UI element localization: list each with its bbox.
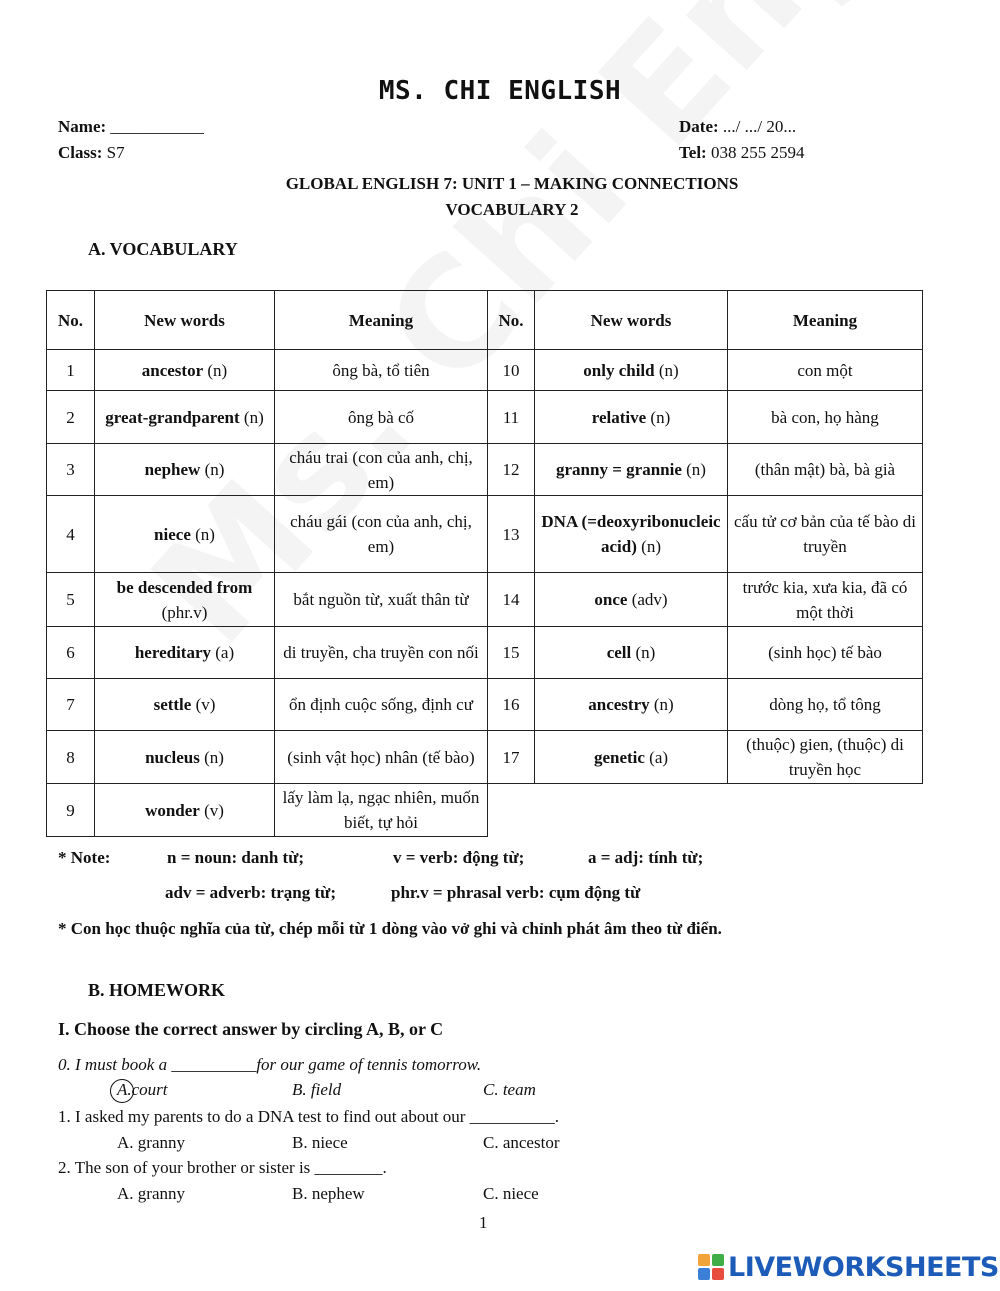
part-of-speech: (n) (635, 643, 656, 662)
row-number: 16 (488, 679, 535, 731)
meaning-cell: cháu gái (con của anh, chị, em) (275, 496, 488, 573)
word-cell (95, 350, 275, 391)
part-of-speech: (a) (215, 643, 235, 662)
table-row (47, 573, 923, 627)
part-of-speech: (n) (686, 460, 706, 479)
vocab-word: great-grandparent (105, 407, 240, 427)
name-line (58, 117, 204, 137)
vocab-word: wonder (145, 800, 200, 820)
liveworksheets-icon (698, 1254, 724, 1280)
table-row (47, 627, 923, 679)
col-header-meaning: Meaning (728, 291, 923, 350)
table-header-row (47, 291, 923, 350)
vocab-word: only child (583, 360, 655, 380)
col-header-meaning: Meaning (275, 291, 488, 350)
date-label: Date: (679, 117, 719, 136)
part-of-speech: (adv) (631, 590, 668, 609)
word-cell (535, 496, 728, 573)
meaning-cell: (sinh vật học) nhân (tế bào) (275, 731, 488, 784)
question-0-option-c[interactable]: C. team (483, 1080, 536, 1099)
vocab-word: DNA (=deoxyribonucleic acid) (541, 512, 721, 556)
meaning-cell: cấu tử cơ bản của tế bào di truyền (728, 496, 923, 573)
name-value: ___________ (110, 117, 204, 136)
row-number: 11 (488, 391, 535, 444)
question-1-text: 1. I asked my parents to do a DNA test to find out about our __________. (58, 1107, 559, 1126)
word-cell (95, 679, 275, 731)
part-of-speech: (phr.v) (161, 602, 208, 622)
question-0-option-a[interactable] (117, 1080, 168, 1100)
lesson-title: VOCABULARY 2 (445, 200, 579, 219)
page-title: MS. CHI ENGLISH (378, 76, 622, 106)
vocab-word: cell (606, 643, 632, 662)
vocab-word: once (594, 590, 628, 609)
part-of-speech: (n) (204, 460, 225, 479)
meaning-cell: dòng họ, tổ tông (728, 679, 923, 731)
vocab-word: niece (154, 524, 191, 544)
option-letter: A. (117, 1080, 132, 1099)
part-of-speech: (n) (204, 747, 224, 767)
table-row (47, 679, 923, 731)
note-label: * Note: (58, 848, 111, 867)
part-of-speech: (n) (653, 695, 674, 714)
meaning-cell: bà con, họ hàng (728, 391, 923, 444)
question-0-option-b[interactable]: B. field (292, 1080, 342, 1099)
word-cell (535, 444, 728, 496)
meaning-cell: ổn định cuộc sống, định cư (275, 679, 488, 731)
meaning-cell: ông bà cố (275, 391, 488, 444)
liveworksheets-logo[interactable] (698, 1252, 999, 1282)
row-number: 8 (47, 731, 95, 784)
row-number: 1 (47, 350, 95, 391)
table-row (47, 391, 923, 444)
class-value: S7 (106, 143, 125, 162)
vocab-word: ancestor (141, 360, 204, 380)
note-adverb: adv = adverb: trạng từ; (165, 883, 336, 902)
liveworksheets-wordmark: LIVEWORKSHEETS (728, 1251, 999, 1283)
row-number: 4 (47, 496, 95, 573)
part-of-speech: (v) (204, 800, 224, 820)
tel-label: Tel: (679, 143, 707, 162)
class-label: Class: (58, 143, 103, 162)
class-line (58, 143, 125, 163)
row-number: 3 (47, 444, 95, 496)
vocabulary-table (46, 290, 923, 837)
part-of-speech: (n) (195, 524, 215, 544)
row-number: 13 (488, 496, 535, 573)
part-of-speech: (v) (195, 695, 216, 714)
vocab-word: granny = grannie (556, 460, 682, 479)
question-2-option-a[interactable]: A. granny (117, 1184, 185, 1203)
question-1-option-c[interactable]: C. ancestor (483, 1133, 560, 1152)
meaning-cell: lấy làm lạ, ngạc nhiên, muốn biết, tự hỏi (275, 784, 488, 837)
word-cell (535, 350, 728, 391)
row-number: 9 (47, 784, 95, 837)
vocab-word: nephew (144, 460, 201, 479)
part-of-speech: (n) (243, 407, 264, 427)
meaning-cell: ông bà, tổ tiên (275, 350, 488, 391)
word-cell (535, 627, 728, 679)
part-of-speech: (n) (650, 407, 671, 427)
vocab-word: hereditary (134, 643, 212, 662)
row-number: 12 (488, 444, 535, 496)
word-cell (95, 444, 275, 496)
table-row (47, 496, 923, 573)
note-adj: a = adj: tính từ; (588, 848, 704, 867)
table-row (47, 350, 923, 391)
vocab-word: settle (153, 695, 192, 714)
part-of-speech: (n) (641, 537, 661, 556)
vocab-word: nucleus (145, 747, 200, 767)
date-value: .../ .../ 20... (722, 117, 797, 136)
question-1-option-a[interactable]: A. granny (117, 1133, 185, 1152)
col-header-new-words: New words (535, 291, 728, 350)
meaning-cell: trước kia, xưa kia, đã có một thời (728, 573, 923, 627)
row-number: 14 (488, 573, 535, 627)
word-cell (95, 391, 275, 444)
row-number: 5 (47, 573, 95, 627)
row-number: 10 (488, 350, 535, 391)
word-cell (95, 627, 275, 679)
vocab-word: ancestry (588, 695, 650, 714)
course-title: GLOBAL ENGLISH 7: UNIT 1 – MAKING CONNECTIONS (285, 174, 739, 193)
note-instruction: * Con học thuộc nghĩa của từ, chép mỗi từ 1 dòng vào vở ghi và chỉnh phát âm theo từ điển. (58, 919, 722, 938)
meaning-cell: cháu trai (con của anh, chị, em) (275, 444, 488, 496)
word-cell (95, 573, 275, 627)
vocab-word: genetic (593, 747, 645, 767)
meaning-cell: bắt nguồn từ, xuất thân từ (275, 573, 488, 627)
table-row (47, 784, 923, 837)
word-cell (95, 784, 275, 837)
question-1-option-b[interactable]: B. niece (292, 1133, 348, 1152)
col-header-no: No. (488, 291, 535, 350)
word-cell (535, 573, 728, 627)
option-text: court (131, 1080, 168, 1099)
note-verb: v = verb: động từ; (393, 848, 525, 867)
exercise-title: I. Choose the correct answer by circling A, B, or C (58, 1019, 444, 1039)
question-2-text: 2. The son of your brother or sister is ________. (58, 1158, 387, 1177)
word-cell (535, 391, 728, 444)
meaning-cell: con một (728, 350, 923, 391)
word-cell (535, 679, 728, 731)
question-0-text: 0. I must book a __________for our game of tennis tomorrow. (58, 1055, 482, 1074)
meaning-cell: (sinh học) tế bào (728, 627, 923, 679)
vocab-word: be descended from (116, 577, 253, 597)
col-header-no: No. (47, 291, 95, 350)
word-cell (95, 731, 275, 784)
row-number: 17 (488, 731, 535, 784)
part-of-speech: (n) (207, 360, 228, 380)
word-cell (535, 731, 728, 784)
part-of-speech: (n) (658, 360, 679, 380)
meaning-cell: (thân mật) bà, bà già (728, 444, 923, 496)
part-of-speech: (a) (649, 747, 669, 767)
row-number: 6 (47, 627, 95, 679)
word-cell (95, 496, 275, 573)
section-a-heading: A. VOCABULARY (88, 239, 238, 259)
table-row (47, 444, 923, 496)
meaning-cell: di truyền, cha truyền con nối (275, 627, 488, 679)
meaning-cell: (thuộc) gien, (thuộc) di truyền học (728, 731, 923, 784)
row-number: 2 (47, 391, 95, 444)
name-label: Name: (58, 117, 107, 136)
empty-cell (488, 784, 923, 837)
vocab-word: relative (591, 407, 647, 427)
question-2-option-c[interactable]: C. niece (483, 1184, 539, 1203)
question-2-option-b[interactable]: B. nephew (292, 1184, 365, 1203)
tel-value: 038 255 2594 (710, 143, 805, 162)
note-noun: n = noun: danh từ; (167, 848, 305, 867)
tel-line (679, 143, 804, 163)
section-b-heading: B. HOMEWORK (88, 980, 226, 1000)
table-row (47, 731, 923, 784)
date-line (679, 117, 796, 137)
note-phrasal-verb: phr.v = phrasal verb: cụm động từ (391, 883, 641, 902)
page-number: 1 (479, 1213, 488, 1232)
col-header-new-words: New words (95, 291, 275, 350)
row-number: 15 (488, 627, 535, 679)
row-number: 7 (47, 679, 95, 731)
